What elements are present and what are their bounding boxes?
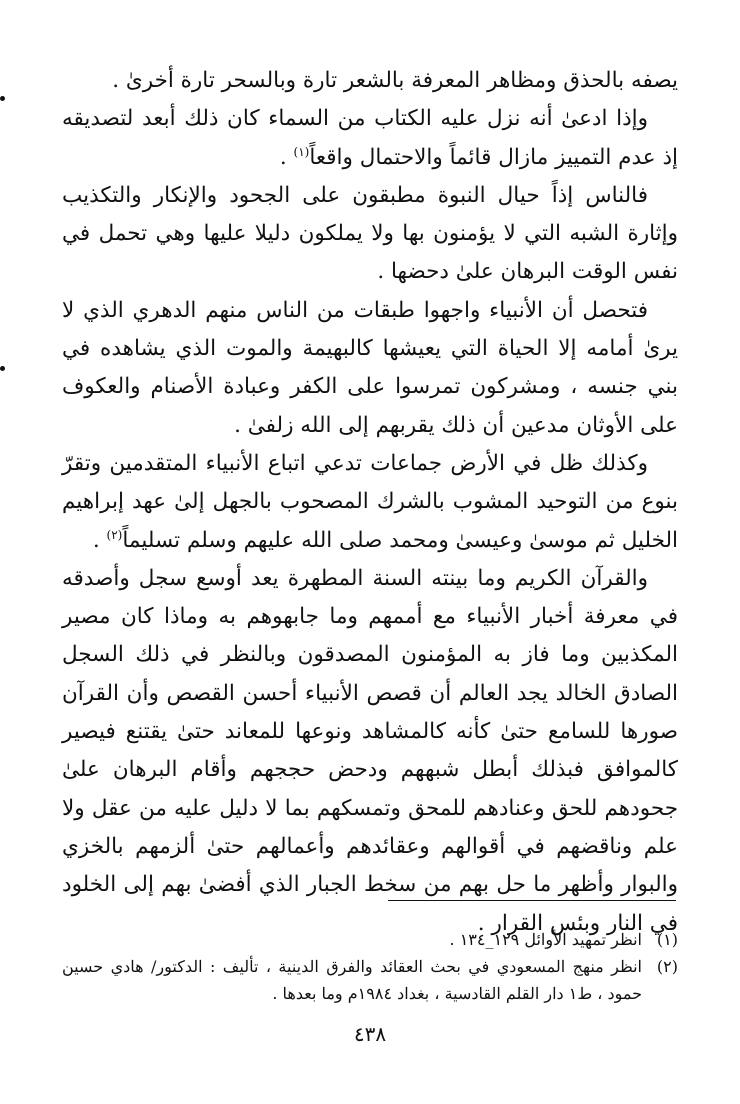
- scan-mark-middle: [0, 366, 5, 371]
- paragraph-1: يصفه بالحذق ومظاهر المعرفة بالشعر تارة وبالسحر تارة أخرىٰ .: [112, 68, 678, 93]
- paragraph-4: فتحصل أن الأنبياء واجهوا طبقات من الناس منهم الدهري الذي لا يرىٰ أمامه إلا الحياة التي يعيشها كالبهيمة والموت الذي يشاهده في بني جنسه ، ومشركون تمرسوا على الكفر وعبادة الأصنام والعكوف على الأوثان مدعين أن ذلك يقربهم إلى الله زلفىٰ .: [62, 297, 678, 438]
- footnote-ref-2[interactable]: (٢): [106, 527, 123, 542]
- paragraph-5: [62, 445, 678, 560]
- footnote-1-text: انظر تمهيد الأوائل ١٢٩_١٣٤ .: [449, 930, 642, 949]
- paragraph-2: [62, 100, 678, 177]
- paragraph-3: فالناس إذاً حيال النبوة مطبقون على الجحود والإنكار والتكذيب وإثارة الشبه التي لا يؤمنون بها ولا يملكون دليلا عليها وهي تحمل في نفس الوقت البرهان علىٰ دحضها .: [62, 182, 678, 285]
- footnote-2-text: انظر منهج المسعودي في بحث العقائد والفرق الدينية ، تأليف : الدكتور/ هادي حسين حمود ، ط١ دار القلم القادسية ، بغداد ١٩٨٤م وما بعدها .: [62, 957, 642, 1003]
- scan-mark-top: [0, 96, 5, 101]
- paragraph-6: والقرآن الكريم وما بينته السنة المطهرة يعد أوسع سجل وأصدقه في معرفة أخبار الأنبياء مع أممهم وما جابهوهم به وماذا كان مصير المكذبين وما فاز به المؤمنون المصدقون وبالنظر في ذلك السجل الصادق الخالد يجد العالم أن قصص الأنبياء أحسن القصص وأن القرآن صورها للسامع حتىٰ كأنه كالمشاهد ونوعها للمعاند حتىٰ يقتنع فيصير كالموافق فبذلك أبطل شبههم ودحض حججهم وأقام البرهان علىٰ جحودهم للحق وعنادهم للمحق وتمسكهم بما لا دليل عليه من عقل ولا علم وناقضهم في أقوالهم وعقائدهم وأعمالهم حتىٰ ألزمهم بالخزي والبوار وأظهر ما حل بهم من سخط الجبار الذي أفضىٰ بهم إلى الخلود في النار وبئس القرار .: [62, 565, 678, 936]
- footnote-2: [62, 953, 678, 1007]
- paragraph-5-text: وكذلك ظل في الأرض جماعات تدعي اتباع الأنبياء المتقدمين وتقرّ بنوع من التوحيد المشوب بالشرك المصحوب بالجهل إلىٰ عهد إبراهيم الخليل ثم موسىٰ وعيسىٰ ومحمد صلى الله عليهم وسلم تسليماً: [62, 450, 679, 553]
- main-text: [62, 62, 678, 943]
- footnotes: [62, 926, 678, 1007]
- footnote-ref-1[interactable]: (١): [293, 144, 310, 159]
- footnote-2-number: (٢): [656, 957, 678, 976]
- footnote-1: [62, 926, 678, 953]
- page-number: ٤٣٨: [353, 1022, 387, 1046]
- paragraph-2-text: وإذا ادعىٰ أنه نزل عليه الكتاب من السماء كان ذلك أبعد لتصديقه إذ عدم التمييز مازال قائماً والاحتمال واقعاً: [62, 106, 678, 170]
- footnote-1-number: (١): [656, 930, 678, 949]
- paragraph-2-end: .: [279, 144, 294, 170]
- footnote-separator: [388, 900, 676, 901]
- paragraph-5-end: .: [92, 527, 107, 553]
